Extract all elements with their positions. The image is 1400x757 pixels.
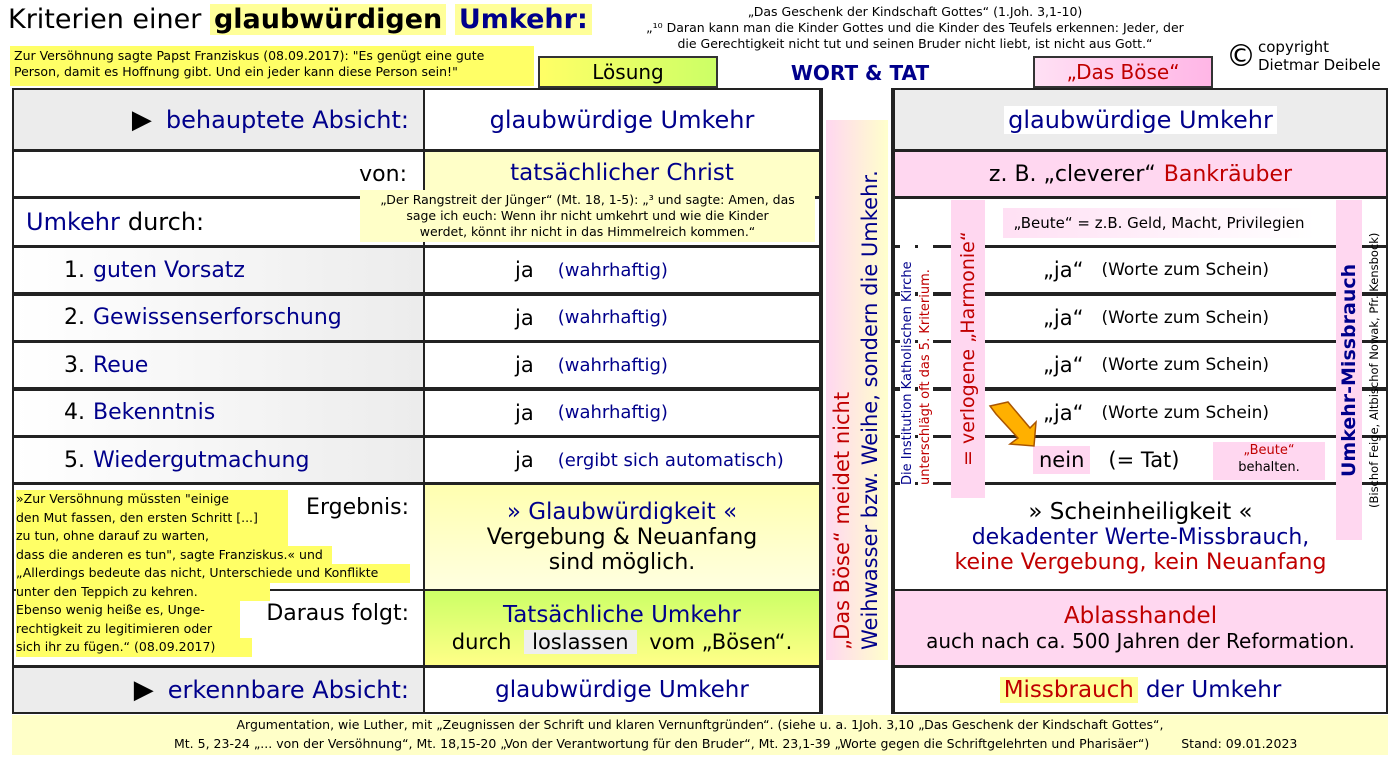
step-right-ja: „ja“	[1043, 353, 1084, 378]
step-label-cell	[12, 246, 425, 294]
step-label: Wiedergutmachung	[93, 447, 310, 473]
left-quote-line: unter den Teppich zu kehren.	[16, 583, 270, 602]
absicht-mid-cell	[423, 88, 821, 151]
step-mid-ja: ja	[515, 400, 534, 425]
papst-quote	[10, 46, 534, 86]
title-part-c: Umkehr:	[455, 4, 592, 35]
left-quote-line: den Mut fassen, den ersten Schritt [...]	[16, 509, 288, 528]
left-quote-line: dass die anderen es tun", sagte Franziskus.« und	[16, 546, 332, 565]
step-label-cell	[12, 294, 425, 342]
step-number: 3.	[64, 352, 85, 378]
absicht-mid: glaubwürdige Umkehr	[486, 106, 759, 134]
umkehr-label-a: Umkehr	[26, 208, 120, 236]
step-number: 4.	[64, 400, 85, 426]
step-label: Bekenntnis	[93, 400, 216, 426]
papst-quote-line-2: Person, damit es Hoffnung gibt. Und ein jeder kann diese Person sein!"	[14, 64, 458, 79]
von-right-b: Bankräuber	[1163, 161, 1293, 187]
folgt-mid-2	[452, 630, 793, 654]
von-mid: tatsächlicher Christ	[510, 160, 734, 186]
step-right-ja: „ja“	[1043, 400, 1084, 425]
rangstreit-line-1: „Der Rangstreit der Jünger“ (Mt. 18, 1-5): „³ und sagte: Amen, das	[380, 192, 795, 207]
ergebnis-mid-1: » Glaubwürdigkeit «	[506, 499, 738, 525]
step-right-ja: „ja“	[1043, 258, 1084, 282]
left-quote	[16, 490, 412, 660]
step-mid-note: (wahrhaftig)	[557, 402, 668, 424]
von-right-cell	[893, 150, 1388, 198]
step-mid-note: (wahrhaftig)	[557, 354, 668, 376]
beute-behalten-1: „Beute“	[1243, 443, 1295, 458]
step-number: 5.	[64, 447, 85, 473]
erkennbar-mid: glaubwürdige Umkehr	[495, 677, 749, 703]
step-label-cell	[12, 389, 425, 437]
bible-quote-title: „Das Geschenk der Kindschaft Gottes“ (1.Joh. 3,1-10)	[747, 4, 1083, 19]
ergebnis-right-cell	[893, 483, 1388, 591]
footer-stand: Stand: 09.01.2023	[1181, 736, 1298, 751]
von-label: von:	[359, 161, 407, 187]
erkennbar-label-cell	[12, 666, 425, 714]
step-mid-cell	[423, 436, 821, 484]
folgt-right-cell	[893, 589, 1388, 667]
left-quote-line: Ebenso wenig heiße es, Unge-	[16, 601, 240, 620]
left-quote-line: „Allerdings bedeute das nicht, Unterschiede und Konflikte	[16, 564, 410, 583]
folgt-right-1: Ablasshandel	[1063, 603, 1218, 629]
absicht-label: behauptete Absicht:	[165, 105, 409, 134]
footer-line-2	[12, 734, 1388, 753]
step-label: Gewissenserforschung	[93, 305, 342, 331]
step-mid-note: (wahrhaftig)	[557, 259, 668, 281]
footer-line-1: Argumentation, wie Luther, mit „Zeugnissen der Schrift und klaren Vernunftgründen“. (siehe u. a. 1Joh. 3,10 „Das Geschenk der Kindschaft Gottes“,	[236, 717, 1164, 732]
erkennbar-label: erkennbare Absicht:	[167, 676, 409, 704]
left-quote-line: sich ihr zu fügen.“ (08.09.2017)	[16, 638, 252, 657]
folgt-label: Daraus folgt:	[266, 601, 409, 626]
absicht-right: glaubwürdige Umkehr	[1004, 106, 1277, 134]
copyright-line-2: Dietmar Deibele	[1258, 56, 1381, 74]
bible-quote-line-1: „¹⁰ Daran kann man die Kinder Gottes und die Kinder des Teufels erkennen: Jeder, der	[646, 20, 1184, 35]
step-label-cell	[12, 341, 425, 389]
step-mid-cell	[423, 389, 821, 437]
vertical-institution-2: unterschlägt oft das 5. Kriterium.	[918, 205, 933, 485]
folgt-mid-2b: loslassen	[524, 630, 636, 654]
step-right-ja: „ja“	[1043, 305, 1084, 330]
vertical-center-1: „Das Böse“ meidet nicht	[830, 391, 854, 650]
step-right-note: (Worte zum Schein)	[1101, 355, 1269, 376]
erkennbar-mid-cell	[423, 666, 821, 714]
step-mid-ja: ja	[515, 305, 534, 330]
step-right-note: (= Tat)	[1108, 448, 1180, 473]
step-mid-note: (wahrhaftig)	[557, 307, 668, 329]
vertical-harmonie: = verlogene „Harmonie“	[951, 200, 985, 498]
ergebnis-right-3: keine Vergebung, kein Neuanfang	[954, 550, 1327, 575]
vertical-missbrauch: Umkehr-Missbrauch	[1336, 200, 1362, 540]
step-mid-note: (ergibt sich automatisch)	[557, 449, 784, 471]
left-quote-line: zu tun, ohne darauf zu warten,	[16, 527, 288, 546]
vertical-center-2: Weihwasser bzw. Weihe, sondern die Umkehr.	[858, 170, 882, 650]
copyright-line-1: copyright	[1258, 38, 1330, 56]
beute-behalten	[1213, 442, 1325, 480]
ergebnis-mid-cell	[423, 483, 821, 591]
absicht-right-cell	[893, 88, 1388, 151]
copyright-icon: ©	[1226, 39, 1256, 74]
papst-quote-line-1: Zur Versöhnung sagte Papst Franziskus (08.09.2017): "Es genügt eine gute	[14, 48, 485, 63]
ergebnis-label: Ergebnis:	[306, 495, 409, 520]
step-mid-ja: ja	[515, 258, 534, 282]
folgt-mid-2c: vom „Bösen“.	[649, 630, 793, 654]
rangstreit-quote	[360, 190, 815, 242]
ergebnis-right-2: dekadenter Werte-Missbrauch,	[971, 525, 1310, 550]
tab-das-boese: „Das Böse“	[1033, 56, 1213, 88]
step-mid-cell	[423, 341, 821, 389]
step-right-note: (Worte zum Schein)	[1101, 260, 1269, 280]
left-quote-line: rechtigkeit zu legitimieren oder	[16, 620, 240, 639]
play-triangle-icon-2: ▶	[133, 675, 154, 705]
beute-note: „Beute“ = z.B. Geld, Macht, Privilegien	[1003, 208, 1315, 238]
absicht-label-cell	[12, 88, 425, 151]
title-part-a: Kriterien einer	[8, 4, 202, 35]
folgt-right-2: auch nach ca. 500 Jahren der Reformation.	[926, 629, 1355, 653]
erkennbar-right-cell	[893, 666, 1388, 714]
folgt-mid-2a: durch	[451, 630, 512, 654]
step-number: 1.	[64, 257, 85, 283]
von-right-a: z. B. „cleverer“	[988, 161, 1156, 187]
beute-behalten-2: behalten.	[1238, 460, 1300, 475]
footer	[12, 715, 1388, 755]
rangstreit-line-3: werdet, könnt ihr nicht in das Himmelreich kommen.“	[419, 224, 756, 239]
tab-wort-tat: WORT & TAT	[790, 61, 930, 85]
vertical-bischof: (Bischof Feige, Altbischof Nowak, Pfr. Kensbock)	[1367, 232, 1381, 508]
folgt-mid-1: Tatsächliche Umkehr	[502, 602, 742, 628]
umkehr-label-b: durch:	[127, 208, 205, 236]
left-quote-line: »Zur Versöhnung müssten "einige	[16, 490, 288, 509]
step-number: 2.	[64, 305, 85, 331]
tab-loesung: Lösung	[538, 56, 718, 88]
step-mid-cell	[423, 246, 821, 294]
step-label: Reue	[93, 352, 149, 378]
orange-arrow-icon	[988, 400, 1038, 448]
bible-quote-line-2: die Gerechtigkeit nicht tut und seinen Bruder nicht liebt, ist nicht aus Gott.“	[677, 36, 1153, 51]
step-right-note: (Worte zum Schein)	[1101, 307, 1269, 328]
folgt-mid-cell	[423, 589, 821, 667]
rangstreit-line-2: sage ich euch: Wenn ihr nicht umkehrt und wie die Kinder	[406, 208, 769, 223]
page-title	[8, 4, 592, 35]
vertical-institution-1: Die Institution Katholischen Kirche	[900, 205, 915, 485]
step-label-cell	[12, 436, 425, 484]
step-right-note: (Worte zum Schein)	[1101, 402, 1269, 423]
step-label: guten Vorsatz	[93, 257, 245, 283]
play-triangle-icon: ▶	[131, 104, 152, 135]
footer-line-2-text: Mt. 5, 23-24 „... von der Versöhnung“, Mt. 18,15-20 „Von der Verantwortung für den Bruder“, Mt. 23,1-39 „Worte gegen die Schriftgelehrten und Pharisäer“)	[174, 736, 1150, 751]
ergebnis-right-1: » Scheinheiligkeit «	[1028, 499, 1253, 525]
ergebnis-mid-3: sind möglich.	[548, 550, 696, 575]
bible-quote	[600, 4, 1230, 52]
step-mid-ja: ja	[515, 448, 534, 473]
erkennbar-right-a: Missbrauch	[1000, 677, 1138, 703]
erkennbar-right-b: der Umkehr	[1145, 677, 1282, 703]
title-part-b: glaubwürdigen	[210, 4, 446, 35]
ergebnis-mid-2: Vergebung & Neuanfang	[486, 525, 758, 550]
step-mid-ja: ja	[515, 353, 534, 378]
step-right-ja: nein	[1033, 446, 1090, 474]
copyright-text	[1258, 38, 1381, 74]
step-mid-cell	[423, 294, 821, 342]
